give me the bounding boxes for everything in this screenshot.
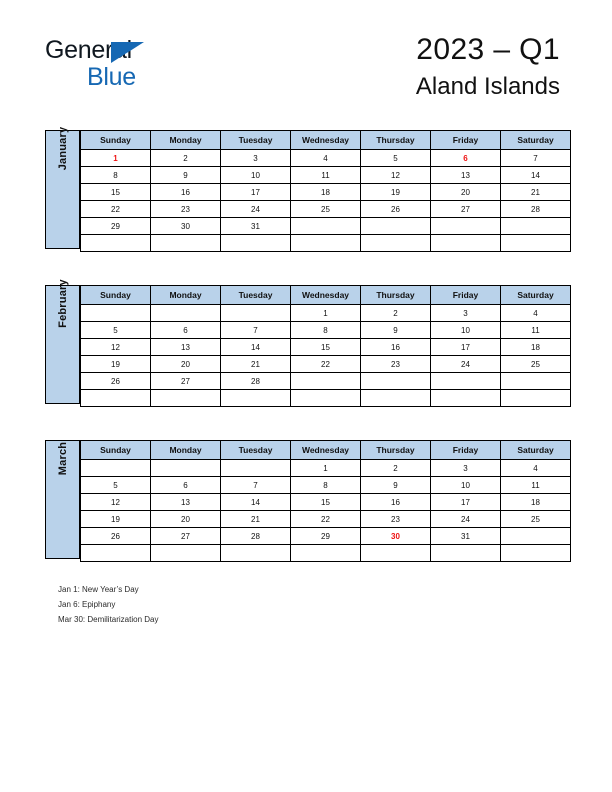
week-row xyxy=(81,390,571,407)
day-cell-empty xyxy=(361,218,431,235)
day-cell[interactable]: 8 xyxy=(291,477,361,494)
day-cell[interactable]: 4 xyxy=(291,150,361,167)
day-cell[interactable]: 19 xyxy=(361,184,431,201)
weekday-header-wednesday: Wednesday xyxy=(291,131,361,150)
day-cell-empty xyxy=(81,545,151,562)
day-cell[interactable]: 10 xyxy=(221,167,291,184)
day-cell[interactable]: 27 xyxy=(151,528,221,545)
day-cell[interactable]: 31 xyxy=(431,528,501,545)
day-cell[interactable]: 8 xyxy=(81,167,151,184)
week-row xyxy=(81,545,571,562)
day-cell[interactable]: 24 xyxy=(431,356,501,373)
day-cell[interactable]: 20 xyxy=(431,184,501,201)
weekday-header-thursday: Thursday xyxy=(361,131,431,150)
week-row xyxy=(81,339,571,356)
day-cell[interactable]: 16 xyxy=(361,494,431,511)
day-cell[interactable]: 24 xyxy=(431,511,501,528)
day-cell[interactable]: 18 xyxy=(501,494,571,511)
day-cell[interactable]: 2 xyxy=(361,305,431,322)
day-cell[interactable]: 1 xyxy=(291,305,361,322)
day-cell-empty xyxy=(151,545,221,562)
day-cell[interactable]: 13 xyxy=(431,167,501,184)
day-cell[interactable]: 4 xyxy=(501,460,571,477)
day-cell[interactable]: 29 xyxy=(291,528,361,545)
day-cell-empty xyxy=(291,373,361,390)
day-cell-empty xyxy=(291,235,361,252)
day-cell[interactable]: 9 xyxy=(361,477,431,494)
day-cell[interactable]: 12 xyxy=(81,339,151,356)
legend-line: Jan 6: Epiphany xyxy=(58,600,116,609)
holiday-legend xyxy=(58,582,458,627)
day-cell[interactable]: 21 xyxy=(221,356,291,373)
day-cell-empty xyxy=(81,305,151,322)
day-cell-holiday[interactable]: 1 xyxy=(81,150,151,167)
weekday-header-row xyxy=(81,441,571,460)
weekday-header-thursday: Thursday xyxy=(361,286,431,305)
day-cell[interactable]: 22 xyxy=(81,201,151,218)
day-cell-empty xyxy=(361,545,431,562)
day-cell[interactable]: 5 xyxy=(361,150,431,167)
day-cell[interactable]: 24 xyxy=(221,201,291,218)
day-cell[interactable]: 12 xyxy=(361,167,431,184)
week-row xyxy=(81,167,571,184)
day-cell[interactable]: 17 xyxy=(431,494,501,511)
day-cell-empty xyxy=(431,218,501,235)
day-cell-empty xyxy=(291,545,361,562)
day-cell[interactable]: 23 xyxy=(361,356,431,373)
day-cell-empty xyxy=(501,235,571,252)
day-cell[interactable]: 31 xyxy=(221,218,291,235)
day-cell[interactable]: 3 xyxy=(431,460,501,477)
day-cell[interactable]: 22 xyxy=(291,356,361,373)
week-row xyxy=(81,477,571,494)
day-cell[interactable]: 14 xyxy=(221,339,291,356)
day-cell-empty xyxy=(221,235,291,252)
month-label-band xyxy=(45,279,80,404)
month-label: January xyxy=(57,126,69,171)
day-cell-empty xyxy=(431,390,501,407)
month-label-band xyxy=(45,126,80,249)
day-cell-empty xyxy=(221,390,291,407)
day-cell[interactable]: 26 xyxy=(81,528,151,545)
day-cell[interactable]: 16 xyxy=(151,184,221,201)
day-cell[interactable]: 13 xyxy=(151,339,221,356)
weekday-header-tuesday: Tuesday xyxy=(221,286,291,305)
week-row xyxy=(81,150,571,167)
legend-line: Jan 1: New Year’s Day xyxy=(58,585,139,594)
week-row xyxy=(81,201,571,218)
day-cell-empty xyxy=(501,528,571,545)
day-cell-empty xyxy=(151,235,221,252)
weekday-header-tuesday: Tuesday xyxy=(221,441,291,460)
brand-name-general: General xyxy=(45,36,132,64)
week-row xyxy=(81,218,571,235)
day-cell-empty xyxy=(81,235,151,252)
week-row xyxy=(81,460,571,477)
day-cell[interactable]: 17 xyxy=(221,184,291,201)
day-cell[interactable]: 20 xyxy=(151,356,221,373)
day-cell[interactable]: 14 xyxy=(501,167,571,184)
week-row xyxy=(81,184,571,201)
day-cell[interactable]: 26 xyxy=(81,373,151,390)
day-cell[interactable]: 26 xyxy=(361,201,431,218)
day-cell[interactable]: 14 xyxy=(221,494,291,511)
weekday-header-saturday: Saturday xyxy=(501,441,571,460)
day-cell[interactable]: 3 xyxy=(431,305,501,322)
calendar-table-february xyxy=(80,285,571,407)
page-header xyxy=(0,0,612,120)
week-row xyxy=(81,373,571,390)
day-cell[interactable]: 10 xyxy=(431,322,501,339)
day-cell[interactable]: 19 xyxy=(81,511,151,528)
weekday-header-friday: Friday xyxy=(431,286,501,305)
calendar-table-march xyxy=(80,440,571,562)
day-cell[interactable]: 22 xyxy=(291,511,361,528)
day-cell[interactable]: 1 xyxy=(291,460,361,477)
brand-triangle-icon xyxy=(111,42,144,63)
day-cell-empty xyxy=(501,218,571,235)
day-cell[interactable]: 29 xyxy=(81,218,151,235)
day-cell[interactable]: 30 xyxy=(151,218,221,235)
day-cell[interactable]: 23 xyxy=(361,511,431,528)
day-cell[interactable]: 25 xyxy=(501,511,571,528)
day-cell-empty xyxy=(221,305,291,322)
weekday-header-monday: Monday xyxy=(151,131,221,150)
day-cell[interactable]: 3 xyxy=(221,150,291,167)
day-cell[interactable]: 7 xyxy=(501,150,571,167)
brand-name-blue: Blue xyxy=(87,63,136,91)
day-cell[interactable]: 12 xyxy=(81,494,151,511)
day-cell[interactable]: 21 xyxy=(501,184,571,201)
day-cell[interactable]: 21 xyxy=(221,511,291,528)
day-cell-empty xyxy=(221,460,291,477)
day-cell[interactable]: 5 xyxy=(81,477,151,494)
weekday-header-row xyxy=(81,286,571,305)
day-cell-empty xyxy=(431,235,501,252)
day-cell[interactable]: 13 xyxy=(151,494,221,511)
day-cell[interactable]: 2 xyxy=(151,150,221,167)
day-cell[interactable]: 20 xyxy=(151,511,221,528)
week-row xyxy=(81,511,571,528)
day-cell[interactable]: 9 xyxy=(361,322,431,339)
day-cell-empty xyxy=(81,460,151,477)
country-title: Aland Islands xyxy=(415,73,560,100)
quarter-title: 2023 – Q1 xyxy=(416,33,560,66)
week-row xyxy=(81,235,571,252)
day-cell[interactable]: 28 xyxy=(221,528,291,545)
day-cell[interactable]: 7 xyxy=(221,477,291,494)
weekday-header-friday: Friday xyxy=(431,131,501,150)
day-cell-holiday[interactable]: 30 xyxy=(361,528,431,545)
week-row xyxy=(81,305,571,322)
weekday-header-sunday: Sunday xyxy=(81,131,151,150)
title-block xyxy=(416,32,560,102)
weekday-header-sunday: Sunday xyxy=(81,286,151,305)
month-label: March xyxy=(57,441,69,476)
day-cell[interactable]: 7 xyxy=(221,322,291,339)
day-cell-empty xyxy=(221,545,291,562)
day-cell[interactable]: 11 xyxy=(501,322,571,339)
day-cell[interactable]: 15 xyxy=(291,494,361,511)
weekday-header-saturday: Saturday xyxy=(501,286,571,305)
legend-line: Mar 30: Demilitarization Day xyxy=(58,615,159,624)
day-cell[interactable]: 6 xyxy=(151,477,221,494)
day-cell-empty xyxy=(501,373,571,390)
weekday-header-row xyxy=(81,131,571,150)
day-cell-empty xyxy=(151,460,221,477)
weekday-header-sunday: Sunday xyxy=(81,441,151,460)
day-cell[interactable]: 5 xyxy=(81,322,151,339)
day-cell-holiday[interactable]: 6 xyxy=(431,150,501,167)
weekday-header-friday: Friday xyxy=(431,441,501,460)
day-cell-empty xyxy=(501,390,571,407)
day-cell[interactable]: 11 xyxy=(291,167,361,184)
day-cell-empty xyxy=(81,390,151,407)
day-cell[interactable]: 9 xyxy=(151,167,221,184)
day-cell[interactable]: 6 xyxy=(151,322,221,339)
day-cell-empty xyxy=(361,390,431,407)
weekday-header-wednesday: Wednesday xyxy=(291,441,361,460)
day-cell-empty xyxy=(291,218,361,235)
week-row xyxy=(81,494,571,511)
day-cell-empty xyxy=(361,235,431,252)
day-cell-empty xyxy=(431,545,501,562)
weekday-header-wednesday: Wednesday xyxy=(291,286,361,305)
day-cell-empty xyxy=(431,373,501,390)
day-cell[interactable]: 17 xyxy=(431,339,501,356)
day-cell[interactable]: 25 xyxy=(501,356,571,373)
weekday-header-tuesday: Tuesday xyxy=(221,131,291,150)
day-cell[interactable]: 8 xyxy=(291,322,361,339)
day-cell[interactable]: 28 xyxy=(501,201,571,218)
day-cell-empty xyxy=(501,545,571,562)
day-cell[interactable]: 23 xyxy=(151,201,221,218)
month-label-band xyxy=(45,440,80,559)
week-row xyxy=(81,528,571,545)
day-cell[interactable]: 15 xyxy=(81,184,151,201)
day-cell[interactable]: 2 xyxy=(361,460,431,477)
calendar-table-january xyxy=(80,130,571,252)
weekday-header-thursday: Thursday xyxy=(361,441,431,460)
day-cell[interactable]: 25 xyxy=(291,201,361,218)
day-cell[interactable]: 16 xyxy=(361,339,431,356)
week-row xyxy=(81,322,571,339)
day-cell-empty xyxy=(361,373,431,390)
day-cell[interactable]: 27 xyxy=(151,373,221,390)
day-cell[interactable]: 18 xyxy=(291,184,361,201)
day-cell[interactable]: 27 xyxy=(431,201,501,218)
day-cell-empty xyxy=(291,390,361,407)
day-cell[interactable]: 15 xyxy=(291,339,361,356)
day-cell[interactable]: 4 xyxy=(501,305,571,322)
day-cell[interactable]: 11 xyxy=(501,477,571,494)
weekday-header-monday: Monday xyxy=(151,286,221,305)
day-cell[interactable]: 18 xyxy=(501,339,571,356)
day-cell-empty xyxy=(151,305,221,322)
brand-logo xyxy=(45,36,225,92)
week-row xyxy=(81,356,571,373)
day-cell[interactable]: 19 xyxy=(81,356,151,373)
day-cell[interactable]: 10 xyxy=(431,477,501,494)
weekday-header-monday: Monday xyxy=(151,441,221,460)
weekday-header-saturday: Saturday xyxy=(501,131,571,150)
month-label: February xyxy=(57,279,69,328)
day-cell-empty xyxy=(151,390,221,407)
day-cell[interactable]: 28 xyxy=(221,373,291,390)
